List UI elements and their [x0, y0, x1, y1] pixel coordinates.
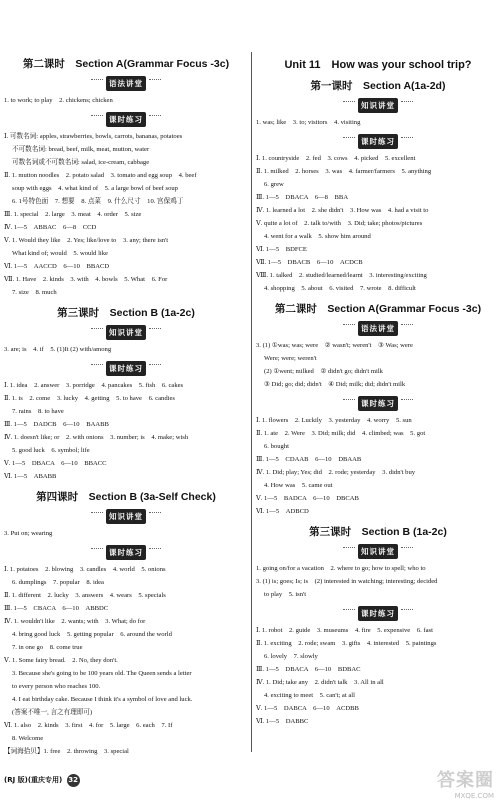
section-badge: 知识讲堂 — [357, 95, 399, 113]
column-divider — [251, 52, 252, 752]
answer-block: Ⅰ. 1. flowers 2. Luckily 3. yesterday 4. worry 5. sun Ⅱ. 1. ate 2. Were 3. Did; milk; did 4. climbed; was 5. got 6. bought Ⅲ. 1—5 CDAAB 6—10 DBAAB Ⅳ. 1. Did; play; Yes; did 2. rode; yesterday 3. didn't buy 4. How was 5. came out Ⅴ. 1—5 BADCA 6—10 DBCAB Ⅵ. 1—5 ADBCD — [256, 417, 426, 515]
answer-line: 3. Put on; wearing — [4, 530, 53, 537]
section-badge: 课时练习 — [357, 603, 399, 621]
watermark — [424, 766, 494, 800]
answer-block: Ⅰ. 1. potatoes 2. blowing 3. candles 4. world 5. onions 6. dumplings 7. popular 8. idea Ⅱ. 1. different 2. lucky 3. answers 4. wears 5. specials Ⅲ. 1—5 CBACA 6—10 ABBDC Ⅳ. 1. wouldn't like 2. wants; with 3. What; do for 4. bring good luck 5. getting popular 6. around the world 7. in one go 8. come true Ⅴ. 1. Some fairy bread. 2. No, they don't. 3. Because she's going to be 100 years old. The Queen sends a letter to every person who reaches 100. 4. I eat birthday cake. Because I think it's a symbol of love and luck. (答案不唯一, 言之有理即可) Ⅵ. 1. also 2. kinds 3. first 4. for 5. large 6. each 7. If 8. Welcome 【词海拾贝】1. free 2. throwing 3. special — [4, 566, 193, 755]
section-badge: 课时练习 — [357, 131, 399, 149]
answer-line: 1. was; like 3. to; visitors 4. visiting — [256, 119, 361, 126]
answer-block: Ⅰ. 1. countryside 2. fed 3. cows 4. picked 5. excellent Ⅱ. 1. milked 2. horses 3. was 4. farmer/farmers 5. anything 6. grew Ⅲ. 1—5 DBACA 6—8 BBA Ⅳ. 1. learned a lot 2. she didn't 3. How was 4. had a visit to Ⅴ. quite a lot of 2. talk to/with 3. Did; take; photos/pictures 4. went for a walk 5. show him around Ⅵ. 1—5 BDFCE Ⅶ. 1—5 DBACB 6—10 ACDCB Ⅷ. 1. talked 2. studied/learned/learnt 3. interesting/exciting 4. shopping 5. about 6. visited 7. wrote 8. difficult — [256, 155, 432, 292]
unit-title: Unit 11 How was your school trip? — [284, 59, 472, 71]
edition-label: (RJ 版)(重庆专用) — [4, 776, 63, 784]
answer-block: 1. going on/for a vacation 2. where to go; how to spell; who to 3. (1) is; goes; Is; is (2) interested in watching; interesting; decided to play 5. isn't — [256, 565, 438, 598]
section-title: 第二课时 Section A(Grammar Focus -3c) — [274, 303, 482, 315]
answer-block: Ⅰ. 1. robot 2. guide 3. museums 4. fire 5. expensive 6. fast Ⅱ. 1. exciting 2. rode; swam 3. gifts 4. interested 5. paintings 6. lovely 7. slowly Ⅲ. 1—5 DBACA 6—10 BDBAC Ⅳ. 1. Did; take any 2. didn't talk 3. All in all 4. exciting to meet 5. can't; at all Ⅴ. 1—5 DABCA 6—10 ACDBB Ⅵ. 1—5 DABBC — [256, 627, 437, 725]
page-number: 32 — [67, 774, 80, 787]
answer-line: 3. are; is 4. if 5. (1)It (2) with/among — [4, 346, 112, 353]
page-footer — [4, 774, 80, 787]
section-title: 第一课时 Section A(1a-2d) — [310, 80, 446, 92]
left-column — [4, 0, 248, 758]
section-title: 第三课时 Section B (1a-2c) — [57, 307, 195, 319]
section-badge: 语法讲堂 — [105, 73, 147, 91]
right-column — [256, 0, 498, 728]
section-title: 第四课时 Section B (3a-Self Check) — [36, 491, 216, 503]
section-badge: 知识讲堂 — [357, 541, 399, 559]
section-badge: 课时练习 — [105, 542, 147, 560]
answer-line: 1. to work; to play 2. chickens; chicken — [4, 97, 113, 104]
section-title: 第三课时 Section B (1a-2c) — [309, 526, 447, 538]
section-badge: 课时练习 — [105, 358, 147, 376]
answer-block: Ⅰ. 1. idea 2. answer 3. porridge 4. pancakes 5. fish 6. cakes Ⅱ. 1. is 2. come 3. lucky 4. getting 5. to have 6. candies 7. rains 8. to have Ⅲ. 1—5 DADCB 6—10 BAABB Ⅳ. 1. doesn't like; or 2. with onions 3. number; is 4. make; wish 5. good luck 6. symbol; life Ⅴ. 1—5 DBACA 6—10 BBACC Ⅵ. 1—5 ABABB — [4, 382, 189, 480]
section-badge: 知识讲堂 — [105, 506, 147, 524]
section-badge: 课时练习 — [105, 109, 147, 127]
section-badge: 语法讲堂 — [357, 318, 399, 336]
answer-block: Ⅰ. 可数名词: apples, strawberries, bowls, carrots, bananas, potatoes 不可数名词: bread, beef, milk, meat, mutton, water 可数名词或不可数名词: salad, ice-cream, cabbage Ⅱ. 1. mutton noodles 2. potato salad 3. tomato and egg soup 4. beef soup with eggs 4. what kind of 5. a large bowl of beef soup 6. 1号特色面 7. 想要 8. 点菜 9. 什么尺寸 10. 宫保鸡丁 Ⅲ. 1. special 2. large 3. meat 4. order 5. size Ⅳ. 1—5 ABBAC 6—8 CCD Ⅴ. 1. Would they like 2. Yes; like/love to 3. any; there isn't What kind of; would 5. would like Ⅵ. 1—5 AACCD 6—10 BBACD Ⅶ. 1. Have 2. kinds 3. with 4. bowls 5. What 6. For 7. size 8. much — [4, 133, 197, 296]
watermark-url: MXQE.COM — [454, 792, 494, 800]
watermark-logo: 答案圈 — [437, 770, 494, 791]
section-title: 第二课时 Section A(Grammar Focus -3c) — [22, 58, 230, 70]
section-badge: 课时练习 — [357, 393, 399, 411]
answer-block: 3. (1) ①was; was; were ② wasn't; weren't ③ Was; were Were; were; weren't (2) ①went; milked ② didn't go; didn't milk ③ Did; go; did; didn't ④ Did; milk; did; didn't milk — [256, 342, 413, 388]
section-badge: 知识讲堂 — [105, 322, 147, 340]
